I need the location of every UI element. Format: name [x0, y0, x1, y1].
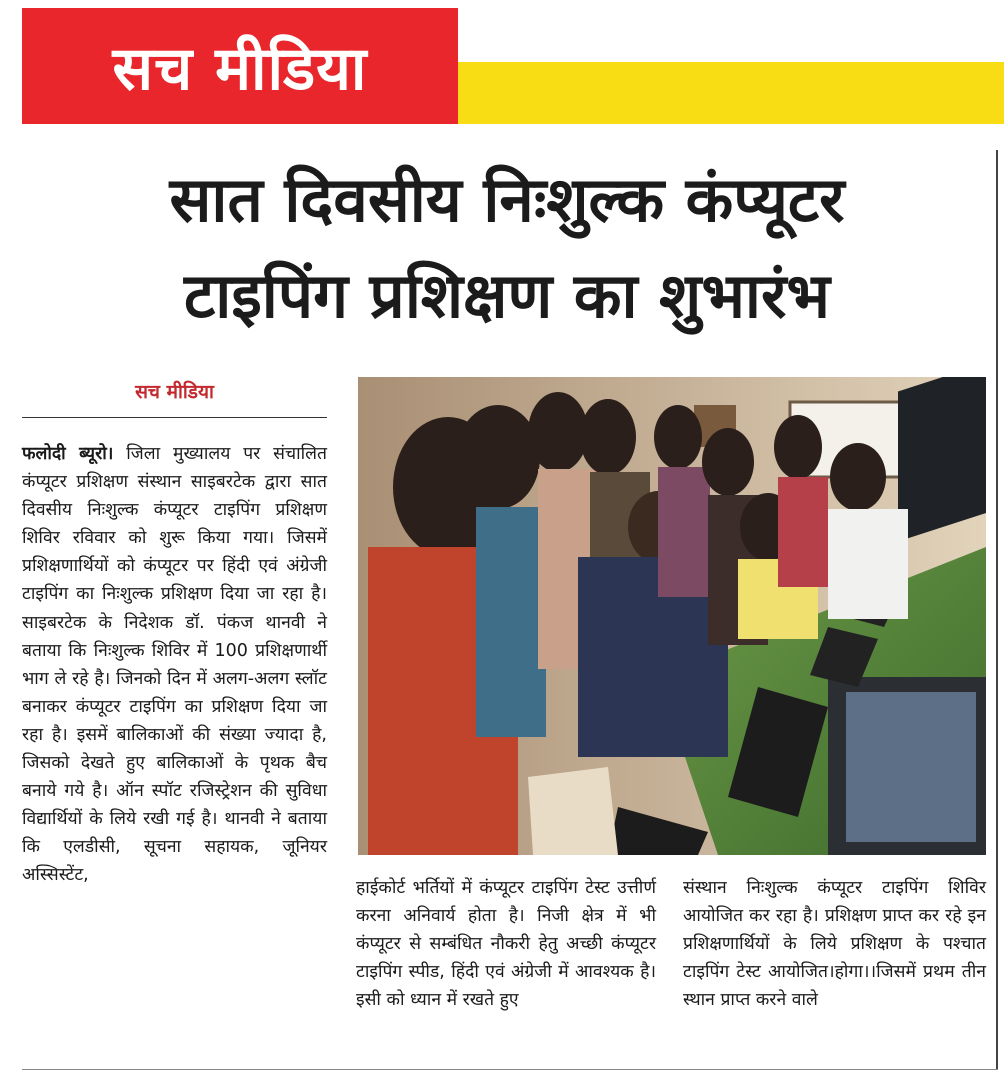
dateline: फलोदी ब्यूरो।: [22, 444, 114, 464]
masthead-logo: [22, 8, 458, 124]
column-rule: [996, 150, 998, 1070]
classroom-photo-image: [358, 377, 986, 855]
headline-line-1: सात दिवसीय निःशुल्क कंप्यूटर: [169, 163, 845, 236]
masthead-title: सच मीडिया: [112, 34, 368, 104]
headline: [22, 152, 992, 344]
article-column-3: संस्थान निःशुल्क कंप्यूटर टाइपिंग शिविर आयोजित कर रहा है। प्रशिक्षण प्राप्त कर रहे इन प्रशिक्षणार्थियों के लिये प्रशिक्षण के पश्चात टाइपिंग टेस्ट आयोजित।होगा।।जिसमें प्रथम तीन स्थान प्राप्त करने वाले: [683, 878, 986, 1011]
byline: सच मीडिया: [135, 381, 214, 403]
bottom-divider: [22, 1069, 998, 1070]
masthead-band: [458, 62, 1004, 124]
byline-divider: [22, 417, 327, 418]
headline-line-2: टाइपिंग प्रशिक्षण का शुभारंभ: [184, 259, 830, 332]
article-column-1-text: जिला मुख्यालय पर संचालित कंप्यूटर प्रशिक्षण संस्थान साइबरटेक द्वारा सात दिवसीय निःशुल्क कंप्यूटर टाइपिंग प्रशिक्षण शिविर रविवार को शुरू किया गया। जिसमें प्रशिक्षणार्थियों को कंप्यूटर पर हिंदी एवं अंग्रेजी टाइपिंग का निःशुल्क प्रशिक्षण दिया जा रहा है। साइबरटेक के निदेशक डॉ. पंकज थानवी ने बताया कि निःशुल्क शिविर में 100 प्रशिक्षणार्थी भाग ले रहे है। जिनको दिन में अलग-अलग स्लॉट बनाकर कंप्यूटर टाइपिंग का प्रशिक्षण दिया जा रहा है। इसमें बालिकाओं की संख्या ज्यादा है, जिसको देखते हुए बालिकाओं के पृथक बैच बनाये गये है। ऑन स्पॉट रजिस्ट्रेशन की सुविधा विद्यार्थियों के लिये रखी गई है। थानवी ने बताया कि एलडीसी, सूचना सहायक, जूनियर अस्सिस्टेंट,: [22, 444, 327, 886]
news-photo: [358, 377, 986, 855]
article-column-2: हाईकोर्ट भर्तियों में कंप्यूटर टाइपिंग टेस्ट उत्तीर्ण करना अनिवार्य होता है। निजी क्षेत्र में भी कंप्यूटर से सम्बंधित नौकरी हेतु अच्छी कंप्यूटर टाइपिंग स्पीड, हिंदी एवं अंग्रेजी में आवश्यक है। इसी को ध्यान में रखते हुए: [356, 878, 656, 1011]
article-column-1: [22, 440, 327, 890]
